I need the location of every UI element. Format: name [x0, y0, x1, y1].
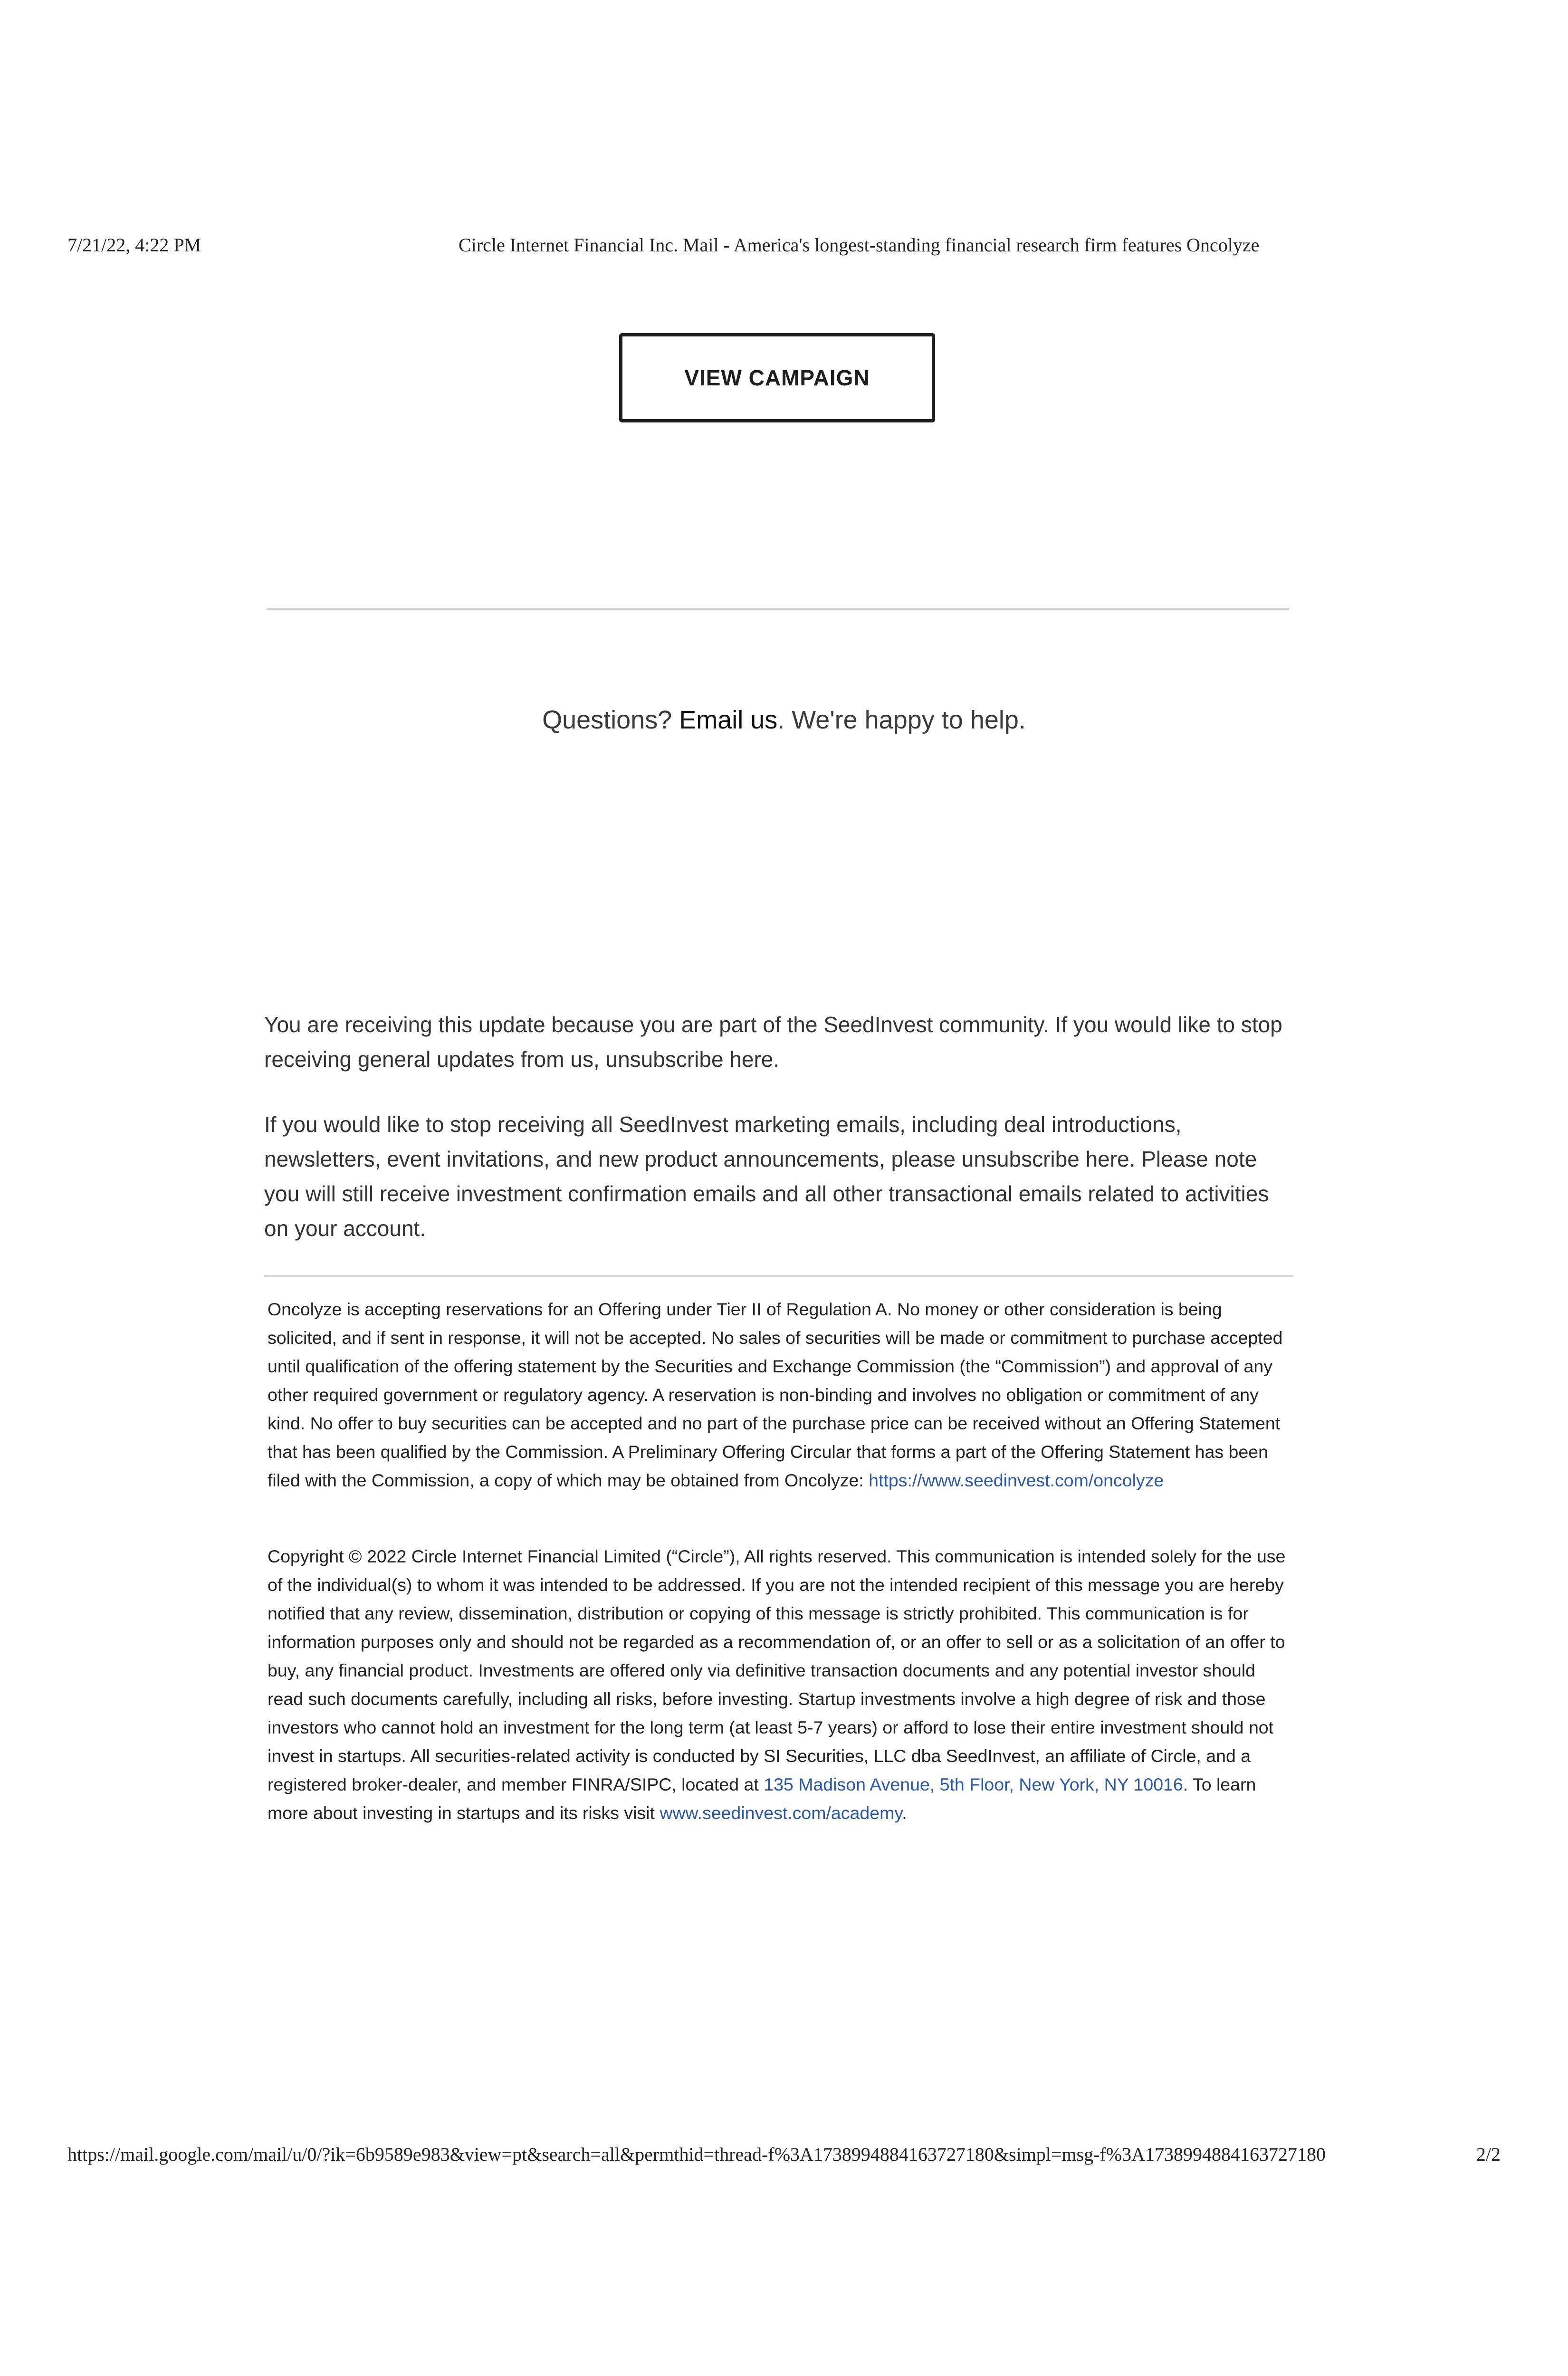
top-divider [267, 608, 1290, 610]
copyright-disclaimer [268, 1542, 1294, 1827]
offering-disclaimer [268, 1295, 1294, 1495]
questions-prefix: Questions? [542, 706, 679, 734]
page-url: https://mail.google.com/mail/u/0/?ik=6b9589e983&view=pt&search=all&permthid=thread-f%3A1738994884163727180&simpl=msg-f%3A1738994884163727180 [67, 2144, 1326, 2165]
print-header [67, 234, 1501, 262]
legal-divider [264, 1275, 1293, 1277]
view-campaign-button[interactable]: VIEW CAMPAIGN [619, 333, 935, 422]
community-notice-text: You are receiving this update because you are part of the SeedInvest community. If you would like to stop receiving general updates from us, unsubscribe here. [264, 1012, 1282, 1072]
marketing-notice [264, 1107, 1293, 1246]
page-number: 2/2 [1476, 2144, 1501, 2165]
academy-link[interactable]: www.seedinvest.com/academy [660, 1803, 902, 1823]
print-footer [67, 2143, 1501, 2172]
oncolyze-link[interactable]: https://www.seedinvest.com/oncolyze [869, 1470, 1164, 1490]
print-datetime: 7/21/22, 4:22 PM [67, 234, 201, 256]
questions-suffix: . We're happy to help. [777, 706, 1026, 734]
questions-line [0, 705, 1568, 735]
copyright-text: Copyright © 2022 Circle Internet Financial Limited (“Circle”), All rights reserved. This communication is intended solely for the use of the individual(s) to whom it was intended to be addressed. If you are not the intended recipient of this message you are hereby notified that any review, dissemination, distribution or copying of this message is strictly prohibited. This communication is for information purposes only and should not be regarded as a recommendation of, or an offer to sell or as a solicitation of an offer to buy, any financial product. Investments are offered only via definitive transaction documents and any potential investor should read such documents carefully, including all risks, before investing. Startup investments involve a high degree of risk and those investors who cannot hold an investment for the long term (at least 5-7 years) or afford to lose their entire investment should not invest in startups. All securities-related activity is conducted by SI Securities, LLC dba SeedInvest, an affiliate of Circle, and a registered broker-dealer, and member FINRA/SIPC, located at [268, 1546, 1286, 1794]
email-subject: Circle Internet Financial Inc. Mail - America's longest-standing financial research firm features Oncolyze [459, 234, 1260, 256]
email-us-link[interactable]: Email us [679, 706, 778, 734]
end-period: . [902, 1803, 907, 1823]
offering-disclaimer-text: Oncolyze is accepting reservations for an Offering under Tier II of Regulation A. No money or other consideration is being solicited, and if sent in response, it will not be accepted. No sales of securities will be made or commitment to purchase accepted until qualification of the offering statement by the Securities and Exchange Commission (the “Commission”) and approval of any other required government or regulatory agency. A reservation is non-binding and involves no obligation or commitment of any kind. No offer to buy securities can be accepted and no part of the purchase price can be received without an Offering Statement that has been qualified by the Commission. A Preliminary Offering Circular that forms a part of the Offering Statement has been filed with the Commission, a copy of which may be obtained from Oncolyze: [268, 1299, 1283, 1490]
community-notice [264, 1007, 1293, 1077]
address-link[interactable]: 135 Madison Avenue, 5th Floor, New York, NY 10016 [764, 1774, 1183, 1794]
learn-more-text: . To learn more about investing in startups and its risks visit [268, 1774, 1256, 1823]
marketing-notice-text: If you would like to stop receiving all SeedInvest marketing emails, including deal introductions, newsletters, event invitations, and new product announcements, please unsubscribe here. Please note you will still receive investment confirmation emails and all other transactional emails related to activities on your account. [264, 1112, 1269, 1241]
